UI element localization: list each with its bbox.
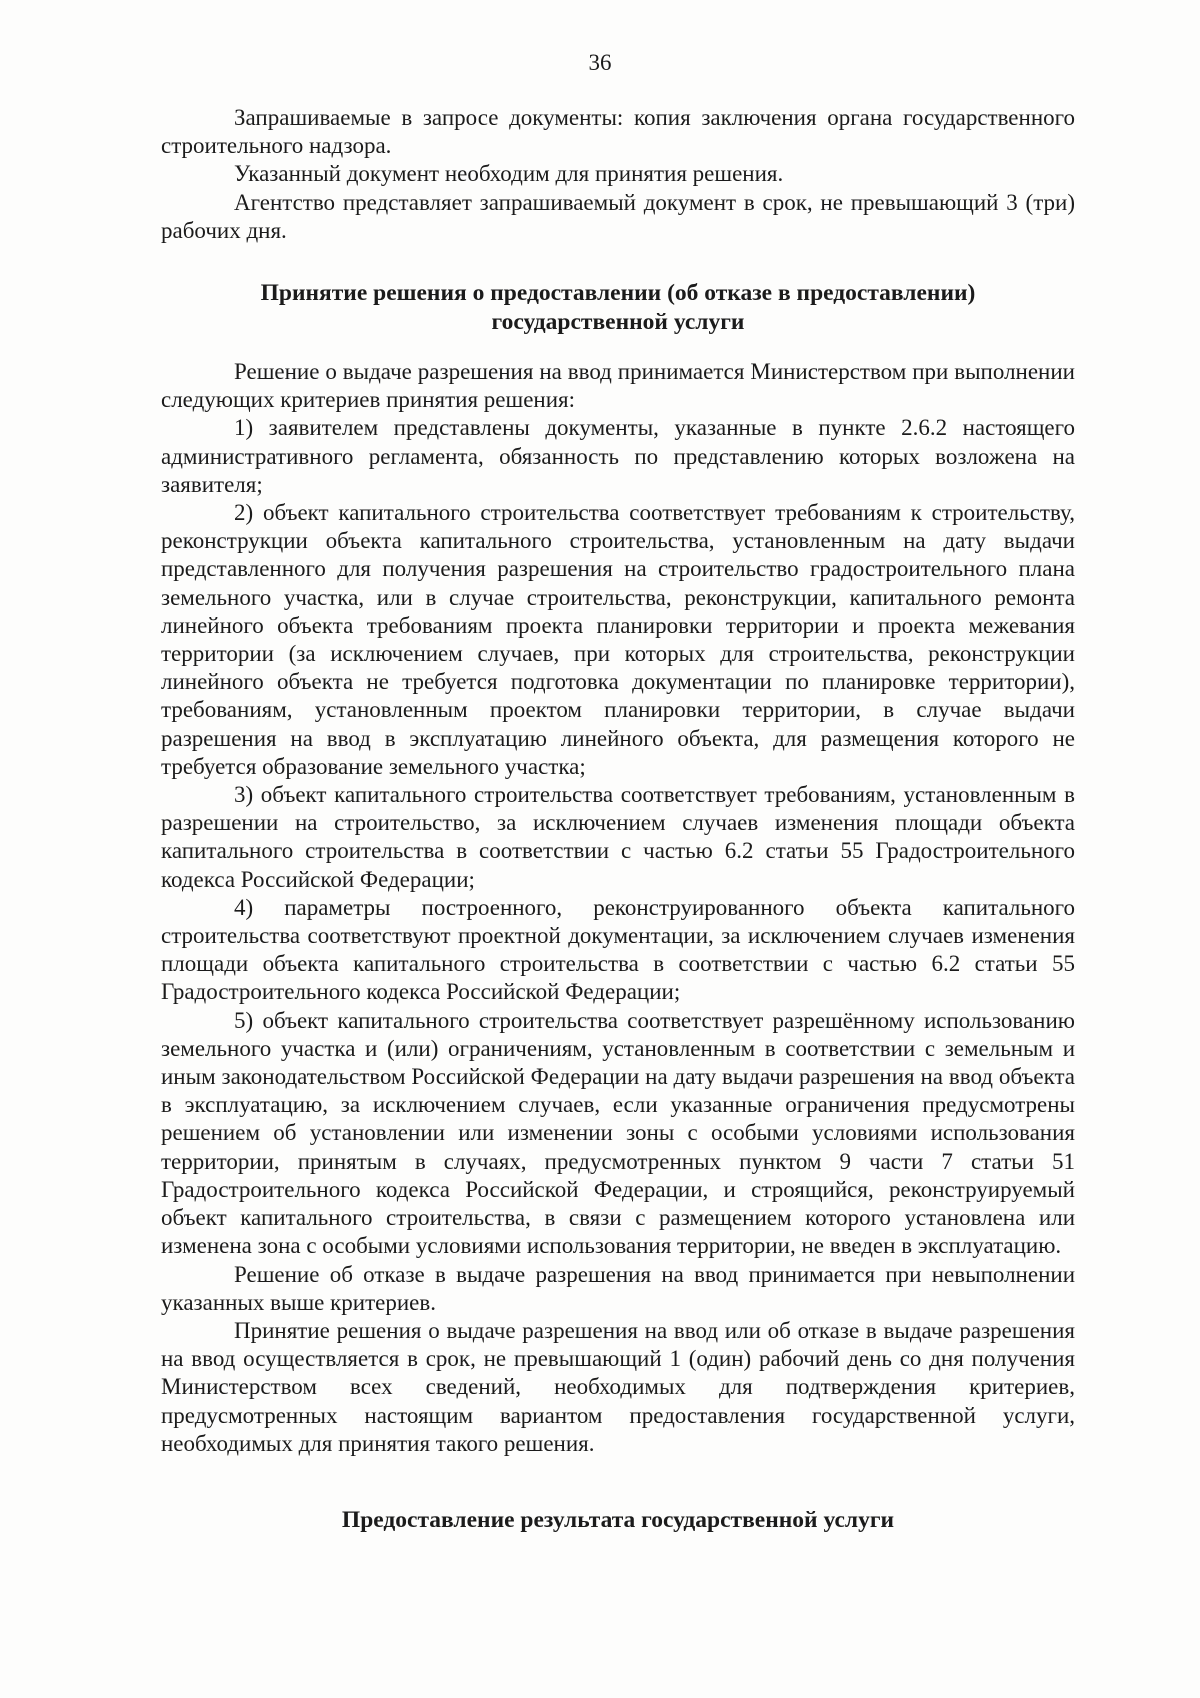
section-heading-line: государственной услуги bbox=[491, 309, 745, 335]
list-item: 4) параметры построенного, реконструированного объекта капитального строительства соответствуют проектной документации, за исключением случаев изменения площади объекта капитального строительства в соответствии с частью 6.2 статьи 55 Градостроительного кодекса Российской Федерации; bbox=[161, 894, 1075, 1005]
paragraph: Решение о выдаче разрешения на ввод принимается Министерством при выполнении следующих критериев принятия решения: bbox=[161, 359, 1075, 413]
page-number: 36 bbox=[588, 50, 612, 75]
section-heading bbox=[161, 1506, 1075, 1535]
paragraph: Указанный документ необходим для принятия решения. bbox=[234, 161, 784, 187]
list-item: 2) объект капитального строительства соответствует требованиям к строительству, реконструкции объекта капитального строительства, установленным на дату выдачи представленного для получения разрешения на строительство градостроительного плана земельного участка, или в случае строительства, реконструкции, капитального ремонта линейного объекта требованиям проекта планировки территории и проекта межевания территории (за исключением случаев, при которых для строительства, реконструкции линейного объекта не требуется подготовка документации по планировке территории), требованиям, установленным проектом планировки территории, в случае выдачи разрешения на ввод в эксплуатацию линейного объекта, для размещения которого не требуется образование земельного участка; bbox=[161, 500, 1075, 779]
section-heading-line: Предоставление результата государственной услуги bbox=[341, 1507, 895, 1533]
section-heading-line: Принятие решения о предоставлении (об отказе в предоставлении) bbox=[260, 280, 976, 306]
paragraph: Решение об отказе в выдаче разрешения на ввод принимается при невыполнении указанных выше критериев. bbox=[161, 1261, 1075, 1315]
section-body bbox=[161, 358, 1075, 1458]
list-item: 5) объект капитального строительства соответствует разрешённому использованию земельного участка и (или) ограничениям, установленным в соответствии с земельным и иным законодательством Российской Федерации на дату выдачи разрешения на ввод объекта в эксплуатацию, за исключением случаев, если указанные ограничения предусмотрены решением об установлении или изменении зоны с особыми условиями использования территории, принятым в случаях, предусмотренных пунктом 9 части 7 статьи 51 Градостроительного кодекса Российской Федерации, и строящийся, реконструируемый объект капитального строительства, в связи с размещением которого установлена или изменена зона с особыми условиями использования территории, не введен в эксплуатацию. bbox=[161, 1007, 1075, 1259]
list-item: 3) объект капитального строительства соответствует требованиям, установленным в разрешении на строительство, за исключением случаев изменения площади объекта капитального строительства в соответствии с частью 6.2 статьи 55 Градостроительного кодекса Российской Федерации; bbox=[161, 782, 1075, 892]
intro-text bbox=[161, 104, 1075, 245]
paragraph: Принятие решения о выдаче разрешения на ввод или об отказе в выдаче разрешения на ввод осуществляется в срок, не превышающий 1 (один) рабочий день со дня получения Министерством всех сведений, необходимых для подтверждения критериев, предусмотренных настоящим вариантом предоставления государственной услуги, необходимых для принятия такого решения. bbox=[161, 1317, 1075, 1456]
section-heading bbox=[161, 279, 1075, 337]
list-item: 1) заявителем представлены документы, указанные в пункте 2.6.2 настоящего административного регламента, обязанность по представлению которых возложена на заявителя; bbox=[161, 415, 1075, 497]
paragraph: Запрашиваемые в запросе документы: копия заключения органа государственного строительного надзора. bbox=[161, 105, 1075, 159]
paragraph: Агентство представляет запрашиваемый документ в срок, не превышающий 3 (три) рабочих дня. bbox=[161, 189, 1075, 243]
